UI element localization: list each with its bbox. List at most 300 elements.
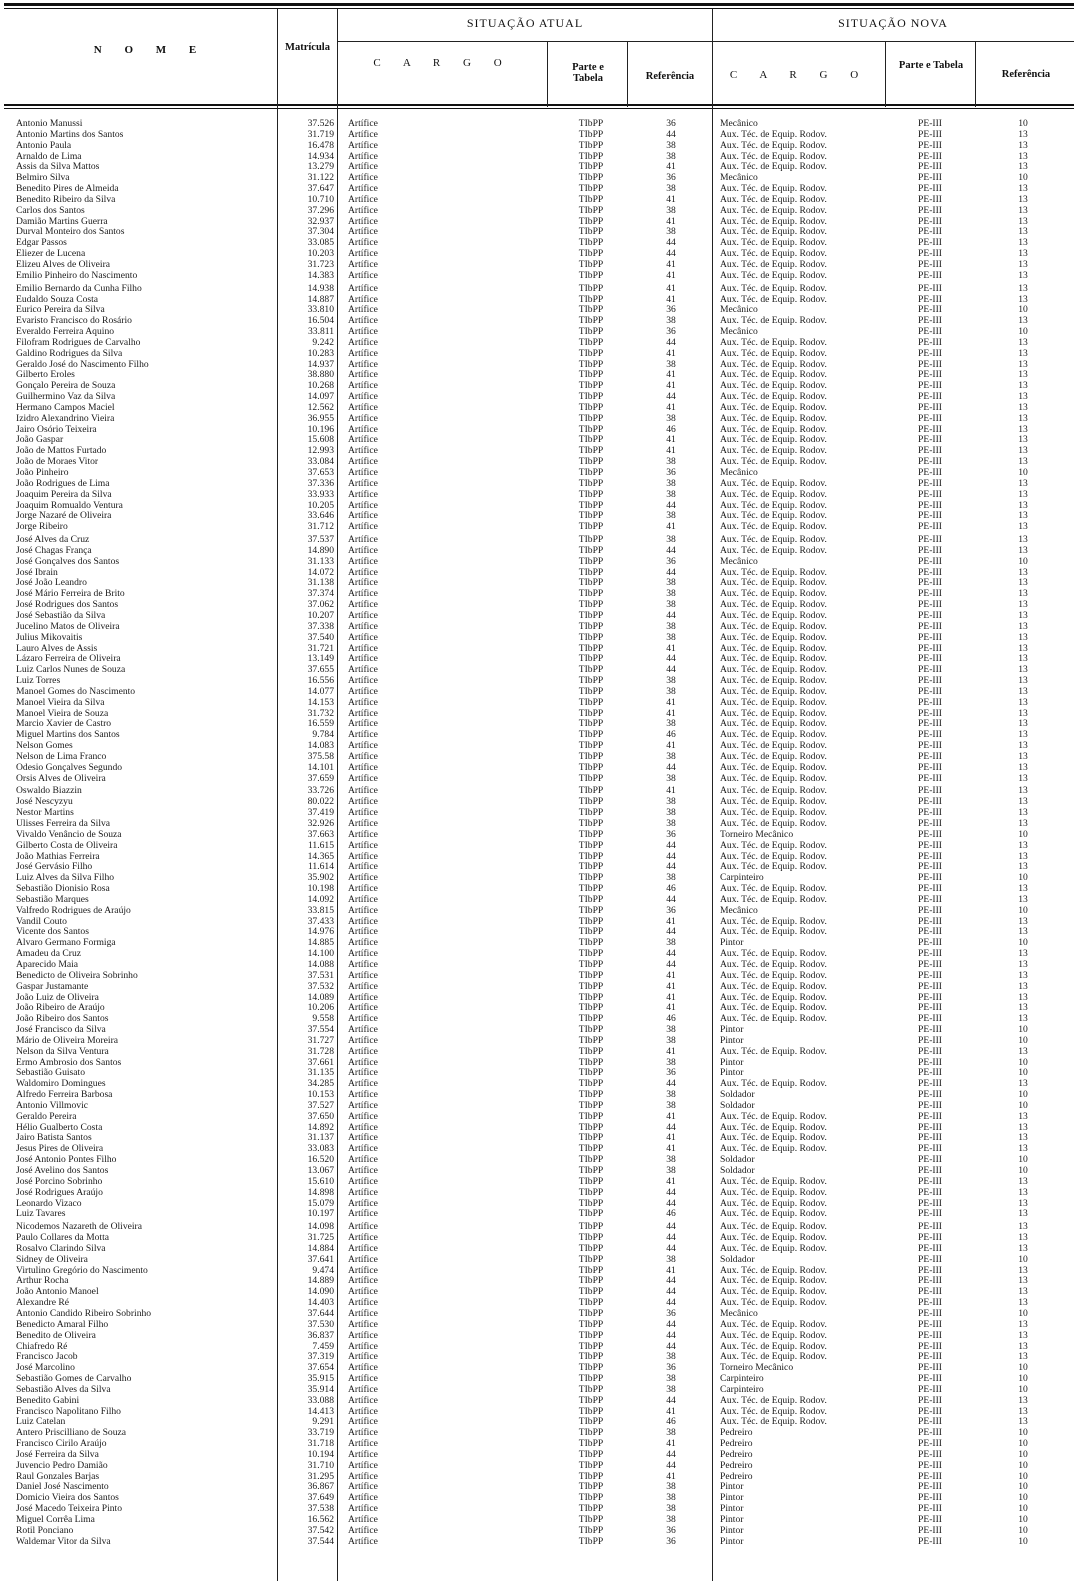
cell-nome: Sebastião Dionisio Rosa bbox=[16, 884, 110, 895]
cell-cargo-atual: Artífice bbox=[348, 205, 378, 216]
cell-matricula: 37.062 bbox=[307, 600, 334, 611]
cell-nome: Antonio Paula bbox=[16, 140, 72, 151]
table-row bbox=[0, 1515, 1078, 1526]
cell-parte-tabela-atual: TIbPP bbox=[578, 632, 604, 643]
cell-matricula: 11.615 bbox=[307, 840, 334, 851]
cell-parte-tabela-nova: PE-III bbox=[918, 1265, 942, 1276]
cell-matricula: 32.926 bbox=[307, 819, 334, 829]
cell-referencia-atual: 38 bbox=[666, 621, 676, 632]
cell-nome: Gilberto Eroles bbox=[16, 370, 75, 381]
cell-cargo-novo: Aux. Téc. de Equip. Rodov. bbox=[720, 1298, 827, 1309]
cell-nome: Eurico Pereira da Silva bbox=[16, 305, 105, 316]
header-atual-referencia: Referência bbox=[645, 71, 695, 82]
cell-parte-tabela-atual: TIbPP bbox=[578, 1515, 604, 1525]
cell-matricula: 32.937 bbox=[307, 216, 334, 227]
cell-matricula: 37.319 bbox=[307, 1352, 334, 1363]
cell-parte-tabela-nova: PE-III bbox=[918, 851, 942, 862]
table-row bbox=[0, 927, 1078, 938]
cell-matricula: 16.520 bbox=[307, 1155, 334, 1166]
cell-parte-tabela-atual: TIbPP bbox=[578, 1254, 604, 1265]
cell-matricula: 37.296 bbox=[307, 205, 334, 216]
cell-parte-tabela-nova: PE-III bbox=[918, 927, 942, 938]
cell-parte-tabela-atual: TIbPP bbox=[578, 522, 604, 533]
table-row bbox=[0, 238, 1078, 249]
cell-referencia-atual: 44 bbox=[666, 249, 676, 260]
cell-matricula: 31.725 bbox=[307, 1233, 334, 1244]
table-row bbox=[0, 1003, 1078, 1014]
cell-referencia-atual: 38 bbox=[666, 797, 676, 808]
cell-referencia-nova: 10 bbox=[1018, 1035, 1028, 1046]
table-row bbox=[0, 457, 1078, 468]
cell-cargo-novo: Aux. Téc. de Equip. Rodov. bbox=[720, 359, 827, 370]
cell-cargo-novo: Aux. Téc. de Equip. Rodov. bbox=[720, 1111, 827, 1122]
cell-nome: Alfredo Ferreira Barbosa bbox=[16, 1090, 113, 1101]
cell-referencia-atual: 38 bbox=[666, 819, 676, 829]
cell-parte-tabela-nova: PE-III bbox=[918, 1395, 942, 1406]
cell-cargo-novo: Pintor bbox=[720, 938, 744, 949]
cell-referencia-atual: 41 bbox=[666, 370, 676, 381]
cell-nome: José Mário Ferreira de Brito bbox=[16, 589, 125, 600]
cell-parte-tabela-atual: TIbPP bbox=[578, 676, 604, 687]
cell-cargo-novo: Aux. Téc. de Equip. Rodov. bbox=[720, 610, 827, 621]
cell-parte-tabela-nova: PE-III bbox=[918, 1222, 942, 1233]
cell-referencia-nova: 10 bbox=[1018, 829, 1028, 840]
cell-referencia-nova: 13 bbox=[1018, 1122, 1028, 1133]
cell-referencia-nova: 13 bbox=[1018, 981, 1028, 992]
cell-nome: Joaquim Pereira da Silva bbox=[16, 489, 112, 500]
table-row bbox=[0, 1025, 1078, 1036]
cell-cargo-novo: Pintor bbox=[720, 1525, 744, 1536]
cell-nome: Alexandre Ré bbox=[16, 1298, 70, 1309]
cell-parte-tabela-atual: TIbPP bbox=[578, 686, 604, 697]
cell-parte-tabela-atual: TIbPP bbox=[578, 1428, 604, 1439]
cell-cargo-novo: Aux. Téc. de Equip. Rodov. bbox=[720, 894, 827, 905]
cell-parte-tabela-atual: TIbPP bbox=[578, 741, 604, 752]
cell-matricula: 14.890 bbox=[307, 545, 334, 556]
cell-referencia-nova: 10 bbox=[1018, 1100, 1028, 1111]
cell-nome: Everaldo Ferreira Aquino bbox=[16, 327, 115, 338]
cell-matricula: 14.101 bbox=[307, 762, 334, 773]
cell-nome: Belmiro Silva bbox=[16, 173, 70, 184]
cell-cargo-novo: Aux. Téc. de Equip. Rodov. bbox=[720, 851, 827, 862]
cell-referencia-nova: 13 bbox=[1018, 840, 1028, 851]
table-row bbox=[0, 1276, 1078, 1287]
cell-referencia-nova: 13 bbox=[1018, 686, 1028, 697]
cell-referencia-atual: 44 bbox=[666, 129, 676, 140]
cell-nome: Hermano Campos Maciel bbox=[16, 402, 115, 413]
cell-cargo-novo: Aux. Téc. de Equip. Rodov. bbox=[720, 927, 827, 938]
cell-referencia-nova: 10 bbox=[1018, 1449, 1028, 1460]
cell-nome: João de Mattos Furtado bbox=[16, 446, 107, 457]
cell-referencia-nova: 10 bbox=[1018, 1460, 1028, 1471]
table-row bbox=[0, 841, 1078, 852]
cell-matricula: 9.242 bbox=[312, 337, 334, 348]
cell-parte-tabela-atual: TIbPP bbox=[578, 1100, 604, 1111]
cell-parte-tabela-atual: TIbPP bbox=[578, 500, 604, 511]
cell-parte-tabela-atual: TIbPP bbox=[578, 1003, 604, 1014]
cell-referencia-nova: 13 bbox=[1018, 259, 1028, 270]
cell-parte-tabela-atual: TIbPP bbox=[578, 1493, 604, 1504]
cell-cargo-novo: Aux. Téc. de Equip. Rodov. bbox=[720, 1341, 827, 1352]
cell-referencia-atual: 44 bbox=[666, 862, 676, 873]
table-row bbox=[0, 1331, 1078, 1342]
cell-matricula: 35.914 bbox=[307, 1384, 334, 1395]
cell-parte-tabela-nova: PE-III bbox=[918, 270, 942, 281]
cell-matricula: 37.542 bbox=[307, 1525, 334, 1536]
cell-nome: Sebastião Guisato bbox=[16, 1068, 86, 1079]
cell-nome: Antero Priscilliano de Souza bbox=[16, 1428, 127, 1439]
cell-cargo-novo: Aux. Téc. de Equip. Rodov. bbox=[720, 773, 827, 784]
cell-cargo-novo: Aux. Téc. de Equip. Rodov. bbox=[720, 665, 827, 676]
table-row bbox=[0, 1526, 1078, 1537]
cell-parte-tabela-atual: TIbPP bbox=[578, 1057, 604, 1068]
cell-cargo-atual: Artífice bbox=[348, 927, 378, 938]
cell-cargo-novo: Aux. Téc. de Equip. Rodov. bbox=[720, 1287, 827, 1298]
cell-parte-tabela-nova: PE-III bbox=[918, 741, 942, 752]
cell-parte-tabela-nova: PE-III bbox=[918, 1330, 942, 1341]
cell-cargo-atual: Artífice bbox=[348, 413, 378, 424]
cell-parte-tabela-atual: TIbPP bbox=[578, 1319, 604, 1330]
cell-referencia-nova: 13 bbox=[1018, 578, 1028, 589]
cell-referencia-atual: 41 bbox=[666, 381, 676, 392]
cell-matricula: 14.077 bbox=[307, 686, 334, 697]
cell-cargo-novo: Aux. Téc. de Equip. Rodov. bbox=[720, 435, 827, 446]
cell-cargo-atual: Artífice bbox=[348, 348, 378, 359]
cell-referencia-atual: 36 bbox=[666, 173, 676, 184]
cell-parte-tabela-nova: PE-III bbox=[918, 797, 942, 808]
cell-parte-tabela-nova: PE-III bbox=[918, 708, 942, 719]
cell-referencia-atual: 41 bbox=[666, 348, 676, 359]
cell-parte-tabela-atual: TIbPP bbox=[578, 446, 604, 457]
cell-parte-tabela-nova: PE-III bbox=[918, 424, 942, 435]
table-row bbox=[0, 819, 1078, 830]
cell-parte-tabela-atual: TIbPP bbox=[578, 556, 604, 567]
cell-matricula: 33.084 bbox=[307, 457, 334, 468]
cell-matricula: 10.268 bbox=[307, 381, 334, 392]
table-row bbox=[0, 763, 1078, 774]
cell-referencia-nova: 10 bbox=[1018, 1525, 1028, 1536]
cell-nome: Odesio Gonçalves Segundo bbox=[16, 762, 123, 773]
cell-cargo-novo: Aux. Téc. de Equip. Rodov. bbox=[720, 316, 827, 327]
table-row bbox=[0, 381, 1078, 392]
cell-parte-tabela-nova: PE-III bbox=[918, 719, 942, 730]
cell-parte-tabela-atual: TIbPP bbox=[578, 621, 604, 632]
cell-referencia-nova: 13 bbox=[1018, 708, 1028, 719]
cell-referencia-atual: 36 bbox=[666, 829, 676, 840]
cell-parte-tabela-atual: TIbPP bbox=[578, 665, 604, 676]
cell-cargo-novo: Aux. Téc. de Equip. Rodov. bbox=[720, 535, 827, 546]
cell-parte-tabela-atual: TIbPP bbox=[578, 1406, 604, 1417]
cell-cargo-atual: Artífice bbox=[348, 1460, 378, 1471]
cell-cargo-novo: Aux. Téc. de Equip. Rodov. bbox=[720, 1046, 827, 1057]
cell-cargo-atual: Artífice bbox=[348, 949, 378, 960]
cell-referencia-nova: 13 bbox=[1018, 1222, 1028, 1233]
cell-referencia-atual: 38 bbox=[666, 1025, 676, 1036]
cell-matricula: 14.892 bbox=[307, 1122, 334, 1133]
header-nova-referencia: Referência bbox=[1001, 69, 1051, 80]
cell-matricula: 16.478 bbox=[307, 140, 334, 151]
cell-referencia-atual: 36 bbox=[666, 1068, 676, 1079]
cell-matricula: 37.538 bbox=[307, 1504, 334, 1515]
cell-matricula: 37.653 bbox=[307, 468, 334, 478]
cell-matricula: 37.650 bbox=[307, 1111, 334, 1122]
cell-referencia-nova: 13 bbox=[1018, 676, 1028, 687]
cell-cargo-novo: Torneiro Mecânico bbox=[720, 1363, 794, 1374]
cell-nome: Evaristo Francisco do Rosário bbox=[16, 316, 132, 327]
cell-parte-tabela-nova: PE-III bbox=[918, 589, 942, 600]
cell-referencia-nova: 10 bbox=[1018, 873, 1028, 884]
col-divider-atual-cargo bbox=[547, 42, 548, 107]
cell-parte-tabela-atual: TIbPP bbox=[578, 1144, 604, 1155]
cell-nome: Emilio Pinheiro do Nascimento bbox=[16, 270, 138, 281]
cell-matricula: 37.532 bbox=[307, 981, 334, 992]
cell-cargo-atual: Artífice bbox=[348, 435, 378, 446]
cell-referencia-atual: 36 bbox=[666, 305, 676, 316]
table-row bbox=[0, 884, 1078, 895]
cell-referencia-atual: 38 bbox=[666, 632, 676, 643]
cell-parte-tabela-nova: PE-III bbox=[918, 697, 942, 708]
cell-cargo-atual: Artífice bbox=[348, 600, 378, 611]
table-row bbox=[0, 295, 1078, 306]
cell-referencia-atual: 41 bbox=[666, 741, 676, 752]
cell-matricula: 31.135 bbox=[307, 1068, 334, 1079]
cell-cargo-novo: Aux. Téc. de Equip. Rodov. bbox=[720, 697, 827, 708]
cell-cargo-novo: Aux. Téc. de Equip. Rodov. bbox=[720, 1133, 827, 1144]
table-row bbox=[0, 501, 1078, 512]
cell-matricula: 33.933 bbox=[307, 489, 334, 500]
cell-referencia-nova: 13 bbox=[1018, 1330, 1028, 1341]
table-row bbox=[0, 1068, 1078, 1079]
cell-referencia-atual: 41 bbox=[666, 1471, 676, 1482]
cell-cargo-novo: Aux. Téc. de Equip. Rodov. bbox=[720, 227, 827, 238]
cell-parte-tabela-nova: PE-III bbox=[918, 283, 942, 294]
cell-cargo-atual: Artífice bbox=[348, 511, 378, 522]
cell-referencia-atual: 38 bbox=[666, 1100, 676, 1111]
cell-cargo-novo: Pedreiro bbox=[720, 1439, 753, 1450]
cell-cargo-novo: Aux. Téc. de Equip. Rodov. bbox=[720, 294, 827, 305]
cell-cargo-atual: Artífice bbox=[348, 173, 378, 184]
cell-nome: Ulisses Ferreira da Silva bbox=[16, 819, 111, 829]
cell-referencia-nova: 13 bbox=[1018, 797, 1028, 808]
cell-cargo-novo: Aux. Téc. de Equip. Rodov. bbox=[720, 981, 827, 992]
header-matricula: Matrícula bbox=[285, 42, 330, 53]
cell-matricula: 14.153 bbox=[307, 697, 334, 708]
cell-parte-tabela-nova: PE-III bbox=[918, 151, 942, 162]
table-row bbox=[0, 1320, 1078, 1331]
cell-matricula: 7.459 bbox=[312, 1341, 334, 1352]
table-row bbox=[0, 1298, 1078, 1309]
cell-referencia-nova: 10 bbox=[1018, 1504, 1028, 1515]
table-row bbox=[0, 403, 1078, 414]
cell-parte-tabela-atual: TIbPP bbox=[578, 1439, 604, 1450]
cell-referencia-nova: 13 bbox=[1018, 184, 1028, 195]
cell-referencia-nova: 13 bbox=[1018, 589, 1028, 600]
cell-referencia-nova: 10 bbox=[1018, 1384, 1028, 1395]
cell-referencia-nova: 13 bbox=[1018, 884, 1028, 895]
cell-parte-tabela-atual: TIbPP bbox=[578, 1265, 604, 1276]
cell-cargo-atual: Artífice bbox=[348, 522, 378, 533]
cell-referencia-atual: 38 bbox=[666, 227, 676, 238]
cell-cargo-novo: Aux. Téc. de Equip. Rodov. bbox=[720, 1406, 827, 1417]
cell-referencia-nova: 13 bbox=[1018, 730, 1028, 741]
cell-cargo-atual: Artífice bbox=[348, 959, 378, 970]
cell-nome: Antonio Martins dos Santos bbox=[16, 129, 124, 140]
cell-cargo-atual: Artífice bbox=[348, 238, 378, 249]
table-row bbox=[0, 1155, 1078, 1166]
cell-nome: João Pinheiro bbox=[16, 468, 69, 478]
cell-cargo-atual: Artífice bbox=[348, 1287, 378, 1298]
cell-cargo-novo: Aux. Téc. de Equip. Rodov. bbox=[720, 1198, 827, 1209]
cell-referencia-atual: 36 bbox=[666, 1363, 676, 1374]
cell-referencia-atual: 38 bbox=[666, 1254, 676, 1265]
cell-referencia-atual: 38 bbox=[666, 938, 676, 949]
cell-referencia-nova: 13 bbox=[1018, 992, 1028, 1003]
cell-cargo-atual: Artífice bbox=[348, 359, 378, 370]
cell-parte-tabela-nova: PE-III bbox=[918, 686, 942, 697]
cell-parte-tabela-nova: PE-III bbox=[918, 1525, 942, 1536]
cell-referencia-atual: 38 bbox=[666, 1090, 676, 1101]
table-row bbox=[0, 589, 1078, 600]
cell-cargo-novo: Aux. Téc. de Equip. Rodov. bbox=[720, 162, 827, 173]
cell-referencia-nova: 13 bbox=[1018, 819, 1028, 829]
cell-parte-tabela-nova: PE-III bbox=[918, 873, 942, 884]
cell-nome: Marcio Xavier de Castro bbox=[16, 719, 112, 730]
cell-cargo-novo: Aux. Téc. de Equip. Rodov. bbox=[720, 719, 827, 730]
cell-nome: Guilhermino Vaz da Silva bbox=[16, 392, 116, 403]
cell-cargo-novo: Soldador bbox=[720, 1254, 755, 1265]
cell-parte-tabela-nova: PE-III bbox=[918, 1319, 942, 1330]
cell-cargo-novo: Aux. Téc. de Equip. Rodov. bbox=[720, 1187, 827, 1198]
cell-cargo-atual: Artífice bbox=[348, 1449, 378, 1460]
cell-parte-tabela-nova: PE-III bbox=[918, 316, 942, 327]
cell-referencia-atual: 38 bbox=[666, 1057, 676, 1068]
cell-matricula: 31.122 bbox=[307, 173, 334, 184]
table-row bbox=[0, 271, 1078, 282]
cell-nome: Daniel José Nascimento bbox=[16, 1482, 109, 1493]
cell-matricula: 16.556 bbox=[307, 676, 334, 687]
cell-parte-tabela-nova: PE-III bbox=[918, 468, 942, 478]
cell-nome: Francisco Napolitano Filho bbox=[16, 1406, 121, 1417]
cell-parte-tabela-atual: TIbPP bbox=[578, 1482, 604, 1493]
cell-parte-tabela-atual: TIbPP bbox=[578, 402, 604, 413]
cell-referencia-nova: 13 bbox=[1018, 424, 1028, 435]
cell-parte-tabela-atual: TIbPP bbox=[578, 1341, 604, 1352]
cell-nome: Filofram Rodrigues de Carvalho bbox=[16, 337, 141, 348]
cell-cargo-novo: Aux. Téc. de Equip. Rodov. bbox=[720, 589, 827, 600]
cell-cargo-novo: Aux. Téc. de Equip. Rodov. bbox=[720, 392, 827, 403]
cell-referencia-nova: 13 bbox=[1018, 654, 1028, 665]
cell-nome: Emilio Bernardo da Cunha Filho bbox=[16, 283, 142, 294]
cell-parte-tabela-atual: TIbPP bbox=[578, 238, 604, 249]
cell-nome: Nelson de Lima Franco bbox=[16, 751, 107, 762]
cell-nome: Damião Martins Guerra bbox=[16, 216, 108, 227]
cell-referencia-atual: 44 bbox=[666, 545, 676, 556]
table-row bbox=[0, 862, 1078, 873]
cell-cargo-atual: Artífice bbox=[348, 1222, 378, 1233]
cell-parte-tabela-atual: TIbPP bbox=[578, 1395, 604, 1406]
cell-referencia-atual: 46 bbox=[666, 1209, 676, 1220]
cell-referencia-atual: 38 bbox=[666, 751, 676, 762]
cell-parte-tabela-atual: TIbPP bbox=[578, 773, 604, 784]
cell-referencia-nova: 10 bbox=[1018, 1493, 1028, 1504]
cell-referencia-nova: 13 bbox=[1018, 1243, 1028, 1254]
cell-parte-tabela-atual: TIbPP bbox=[578, 1209, 604, 1220]
cell-referencia-atual: 44 bbox=[666, 927, 676, 938]
cell-cargo-novo: Mecânico bbox=[720, 305, 758, 316]
cell-parte-tabela-atual: TIbPP bbox=[578, 249, 604, 260]
cell-matricula: 37.374 bbox=[307, 589, 334, 600]
cell-matricula: 31.723 bbox=[307, 259, 334, 270]
table-row bbox=[0, 468, 1078, 479]
table-row bbox=[0, 1047, 1078, 1058]
cell-parte-tabela-nova: PE-III bbox=[918, 413, 942, 424]
table-row bbox=[0, 217, 1078, 228]
cell-parte-tabela-nova: PE-III bbox=[918, 773, 942, 784]
cell-cargo-atual: Artífice bbox=[348, 1504, 378, 1515]
cell-nome: Rotil Ponciano bbox=[16, 1525, 74, 1536]
cell-parte-tabela-nova: PE-III bbox=[918, 654, 942, 665]
table-row bbox=[0, 1396, 1078, 1407]
cell-parte-tabela-atual: TIbPP bbox=[578, 1363, 604, 1374]
cell-parte-tabela-nova: PE-III bbox=[918, 1439, 942, 1450]
cell-cargo-atual: Artífice bbox=[348, 1014, 378, 1025]
cell-nome: Mário de Oliveira Moreira bbox=[16, 1035, 119, 1046]
cell-referencia-nova: 13 bbox=[1018, 1144, 1028, 1155]
cell-cargo-atual: Artífice bbox=[348, 851, 378, 862]
cell-cargo-atual: Artífice bbox=[348, 1308, 378, 1319]
cell-parte-tabela-atual: TIbPP bbox=[578, 1243, 604, 1254]
cell-nome: Aparecido Maia bbox=[16, 959, 79, 970]
cell-referencia-nova: 13 bbox=[1018, 535, 1028, 546]
cell-matricula: 9.558 bbox=[312, 1014, 334, 1025]
cell-nome: José Francisco da Silva bbox=[16, 1025, 106, 1036]
cell-parte-tabela-nova: PE-III bbox=[918, 970, 942, 981]
cell-referencia-nova: 13 bbox=[1018, 194, 1028, 205]
cell-parte-tabela-nova: PE-III bbox=[918, 1166, 942, 1176]
cell-parte-tabela-atual: TIbPP bbox=[578, 1025, 604, 1036]
cell-cargo-atual: Artífice bbox=[348, 1209, 378, 1220]
cell-nome: Nicodemos Nazareth de Oliveira bbox=[16, 1222, 142, 1233]
cell-parte-tabela-nova: PE-III bbox=[918, 1493, 942, 1504]
cell-cargo-novo: Pintor bbox=[720, 1482, 744, 1493]
cell-cargo-novo: Pedreiro bbox=[720, 1471, 753, 1482]
cell-cargo-atual: Artífice bbox=[348, 1198, 378, 1209]
cell-nome: Lázaro Ferreira de Oliveira bbox=[16, 654, 121, 665]
table-row bbox=[0, 797, 1078, 808]
table-row bbox=[0, 1407, 1078, 1418]
cell-cargo-atual: Artífice bbox=[348, 905, 378, 916]
cell-parte-tabela-atual: TIbPP bbox=[578, 1374, 604, 1385]
table-row bbox=[0, 1123, 1078, 1134]
cell-matricula: 37.655 bbox=[307, 665, 334, 676]
cell-parte-tabela-nova: PE-III bbox=[918, 751, 942, 762]
cell-parte-tabela-atual: TIbPP bbox=[578, 435, 604, 446]
cell-parte-tabela-nova: PE-III bbox=[918, 478, 942, 489]
cell-cargo-atual: Artífice bbox=[348, 741, 378, 752]
cell-referencia-atual: 38 bbox=[666, 535, 676, 546]
cell-cargo-novo: Aux. Téc. de Equip. Rodov. bbox=[720, 151, 827, 162]
cell-cargo-novo: Aux. Téc. de Equip. Rodov. bbox=[720, 916, 827, 927]
cell-parte-tabela-nova: PE-III bbox=[918, 1254, 942, 1265]
cell-cargo-atual: Artífice bbox=[348, 129, 378, 140]
cell-parte-tabela-atual: TIbPP bbox=[578, 457, 604, 468]
cell-nome: Jorge Ribeiro bbox=[16, 522, 68, 533]
cell-nome: João de Moraes Vitor bbox=[16, 457, 99, 468]
cell-parte-tabela-nova: PE-III bbox=[918, 676, 942, 687]
cell-nome: Nelson Gomes bbox=[16, 741, 73, 752]
cell-matricula: 31.719 bbox=[307, 129, 334, 140]
cell-parte-tabela-nova: PE-III bbox=[918, 1090, 942, 1101]
